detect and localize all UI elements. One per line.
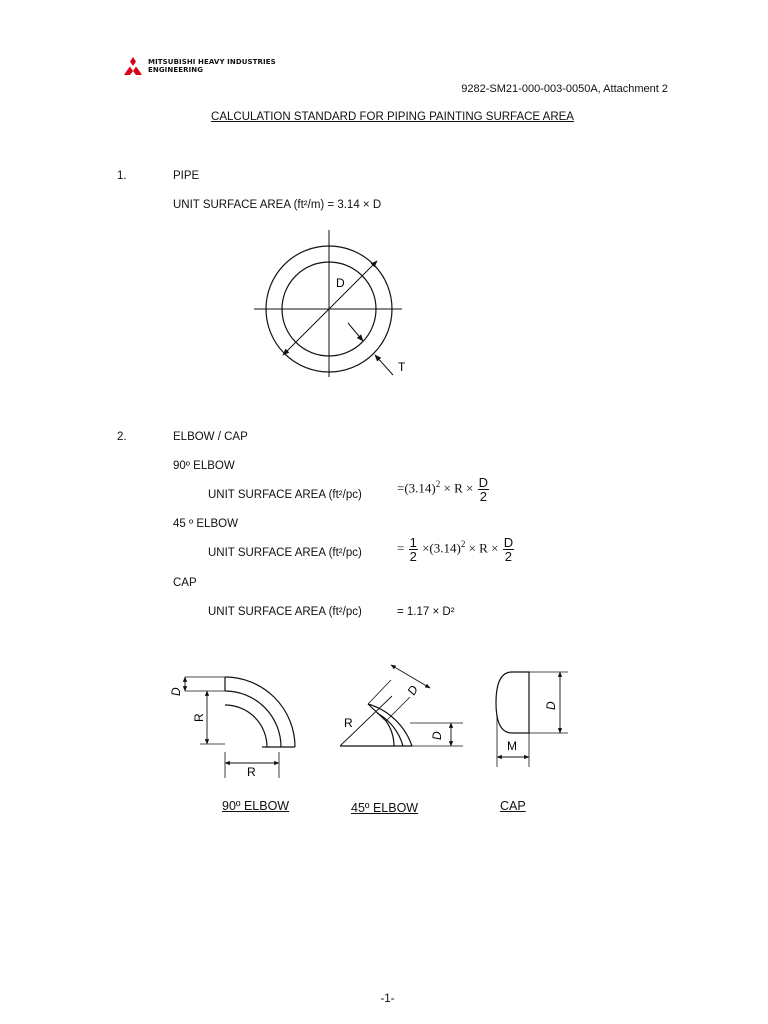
elbow90-d-label: D <box>169 687 183 696</box>
elbow90-formula-exp: 2 <box>435 479 441 490</box>
elbow45-name: 45 º ELBOW <box>173 518 238 530</box>
elbow45-top-face <box>368 704 386 721</box>
fraction-numerator: 1 <box>409 535 417 550</box>
elbow45-formula-exp: 2 <box>460 539 466 550</box>
cap-formula: = 1.17 × D² <box>397 606 455 618</box>
section-1-number: 1. <box>117 170 127 182</box>
elbow90-diagram <box>185 677 295 778</box>
fraction-numerator: D <box>478 475 488 490</box>
page-title: CALCULATION STANDARD FOR PIPING PAINTING SURFACE AREA <box>211 111 574 123</box>
elbow90-formula-mid: × R × <box>443 480 474 496</box>
fraction-denominator: 2 <box>479 489 487 504</box>
elbow45-formula-mid: × R × <box>468 540 499 556</box>
diameter-label: D <box>336 276 345 290</box>
section-1-heading: PIPE <box>173 170 200 182</box>
elbow45-formula-base: (3.14) <box>429 540 461 556</box>
pipe-formula: UNIT SURFACE AREA (ft²/m) = 3.14 × D <box>173 199 382 211</box>
fraction-numerator: D <box>503 535 514 550</box>
section-2-number: 2. <box>117 431 127 443</box>
cap-m-label: M <box>507 739 517 753</box>
elbow45-inner-arc <box>377 713 403 746</box>
cap-d-label: D <box>544 701 558 710</box>
elbow90-name: 90º ELBOW <box>173 460 235 472</box>
elbow90-r-horizontal-label: R <box>247 765 256 779</box>
elbow90-outer-arc <box>225 677 295 747</box>
cap-name: CAP <box>173 577 197 589</box>
elbow45-diagram <box>340 665 463 746</box>
document-reference: 9282-SM21-000-003-0050A, Attachment 2 <box>461 83 668 95</box>
cap-outline <box>496 672 529 733</box>
elbow45-d-right-label: D <box>430 731 444 740</box>
cap-label: UNIT SURFACE AREA (ft²/pc) <box>208 606 362 618</box>
section-2-heading: ELBOW / CAP <box>173 431 248 443</box>
elbow90-bore-arc <box>225 705 267 747</box>
elbow45-ext-line-2 <box>386 697 410 721</box>
elbow45-r-label: R <box>344 716 353 730</box>
elbow45-bore-arc <box>386 721 394 746</box>
fraction-denominator: 2 <box>504 549 512 564</box>
logo-line-1: MITSUBISHI HEAVY INDUSTRIES <box>148 58 276 66</box>
logo-line-2: ENGINEERING <box>148 66 204 74</box>
elbow90-inner-arc <box>225 691 281 747</box>
thickness-label: T <box>398 360 406 374</box>
page-number: -1- <box>380 993 395 1005</box>
fraction-denominator: 2 <box>409 549 417 564</box>
elbow45-label: UNIT SURFACE AREA (ft²/pc) <box>208 547 362 559</box>
cap-caption: CAP <box>500 799 526 813</box>
elbow90-formula-base: (3.14) <box>404 480 436 496</box>
elbow45-formula-prefix: = <box>397 540 405 556</box>
elbow45-caption: 45º ELBOW <box>351 801 419 815</box>
elbow90-caption: 90º ELBOW <box>222 799 290 813</box>
elbow45-d-top-label: D <box>404 682 421 698</box>
elbow90-r-vertical-label: R <box>192 713 206 722</box>
elbow90-label: UNIT SURFACE AREA (ft²/pc) <box>208 489 362 501</box>
elbow90-formula-prefix: = <box>397 480 405 496</box>
elbow45-formula-times: × <box>422 540 430 556</box>
